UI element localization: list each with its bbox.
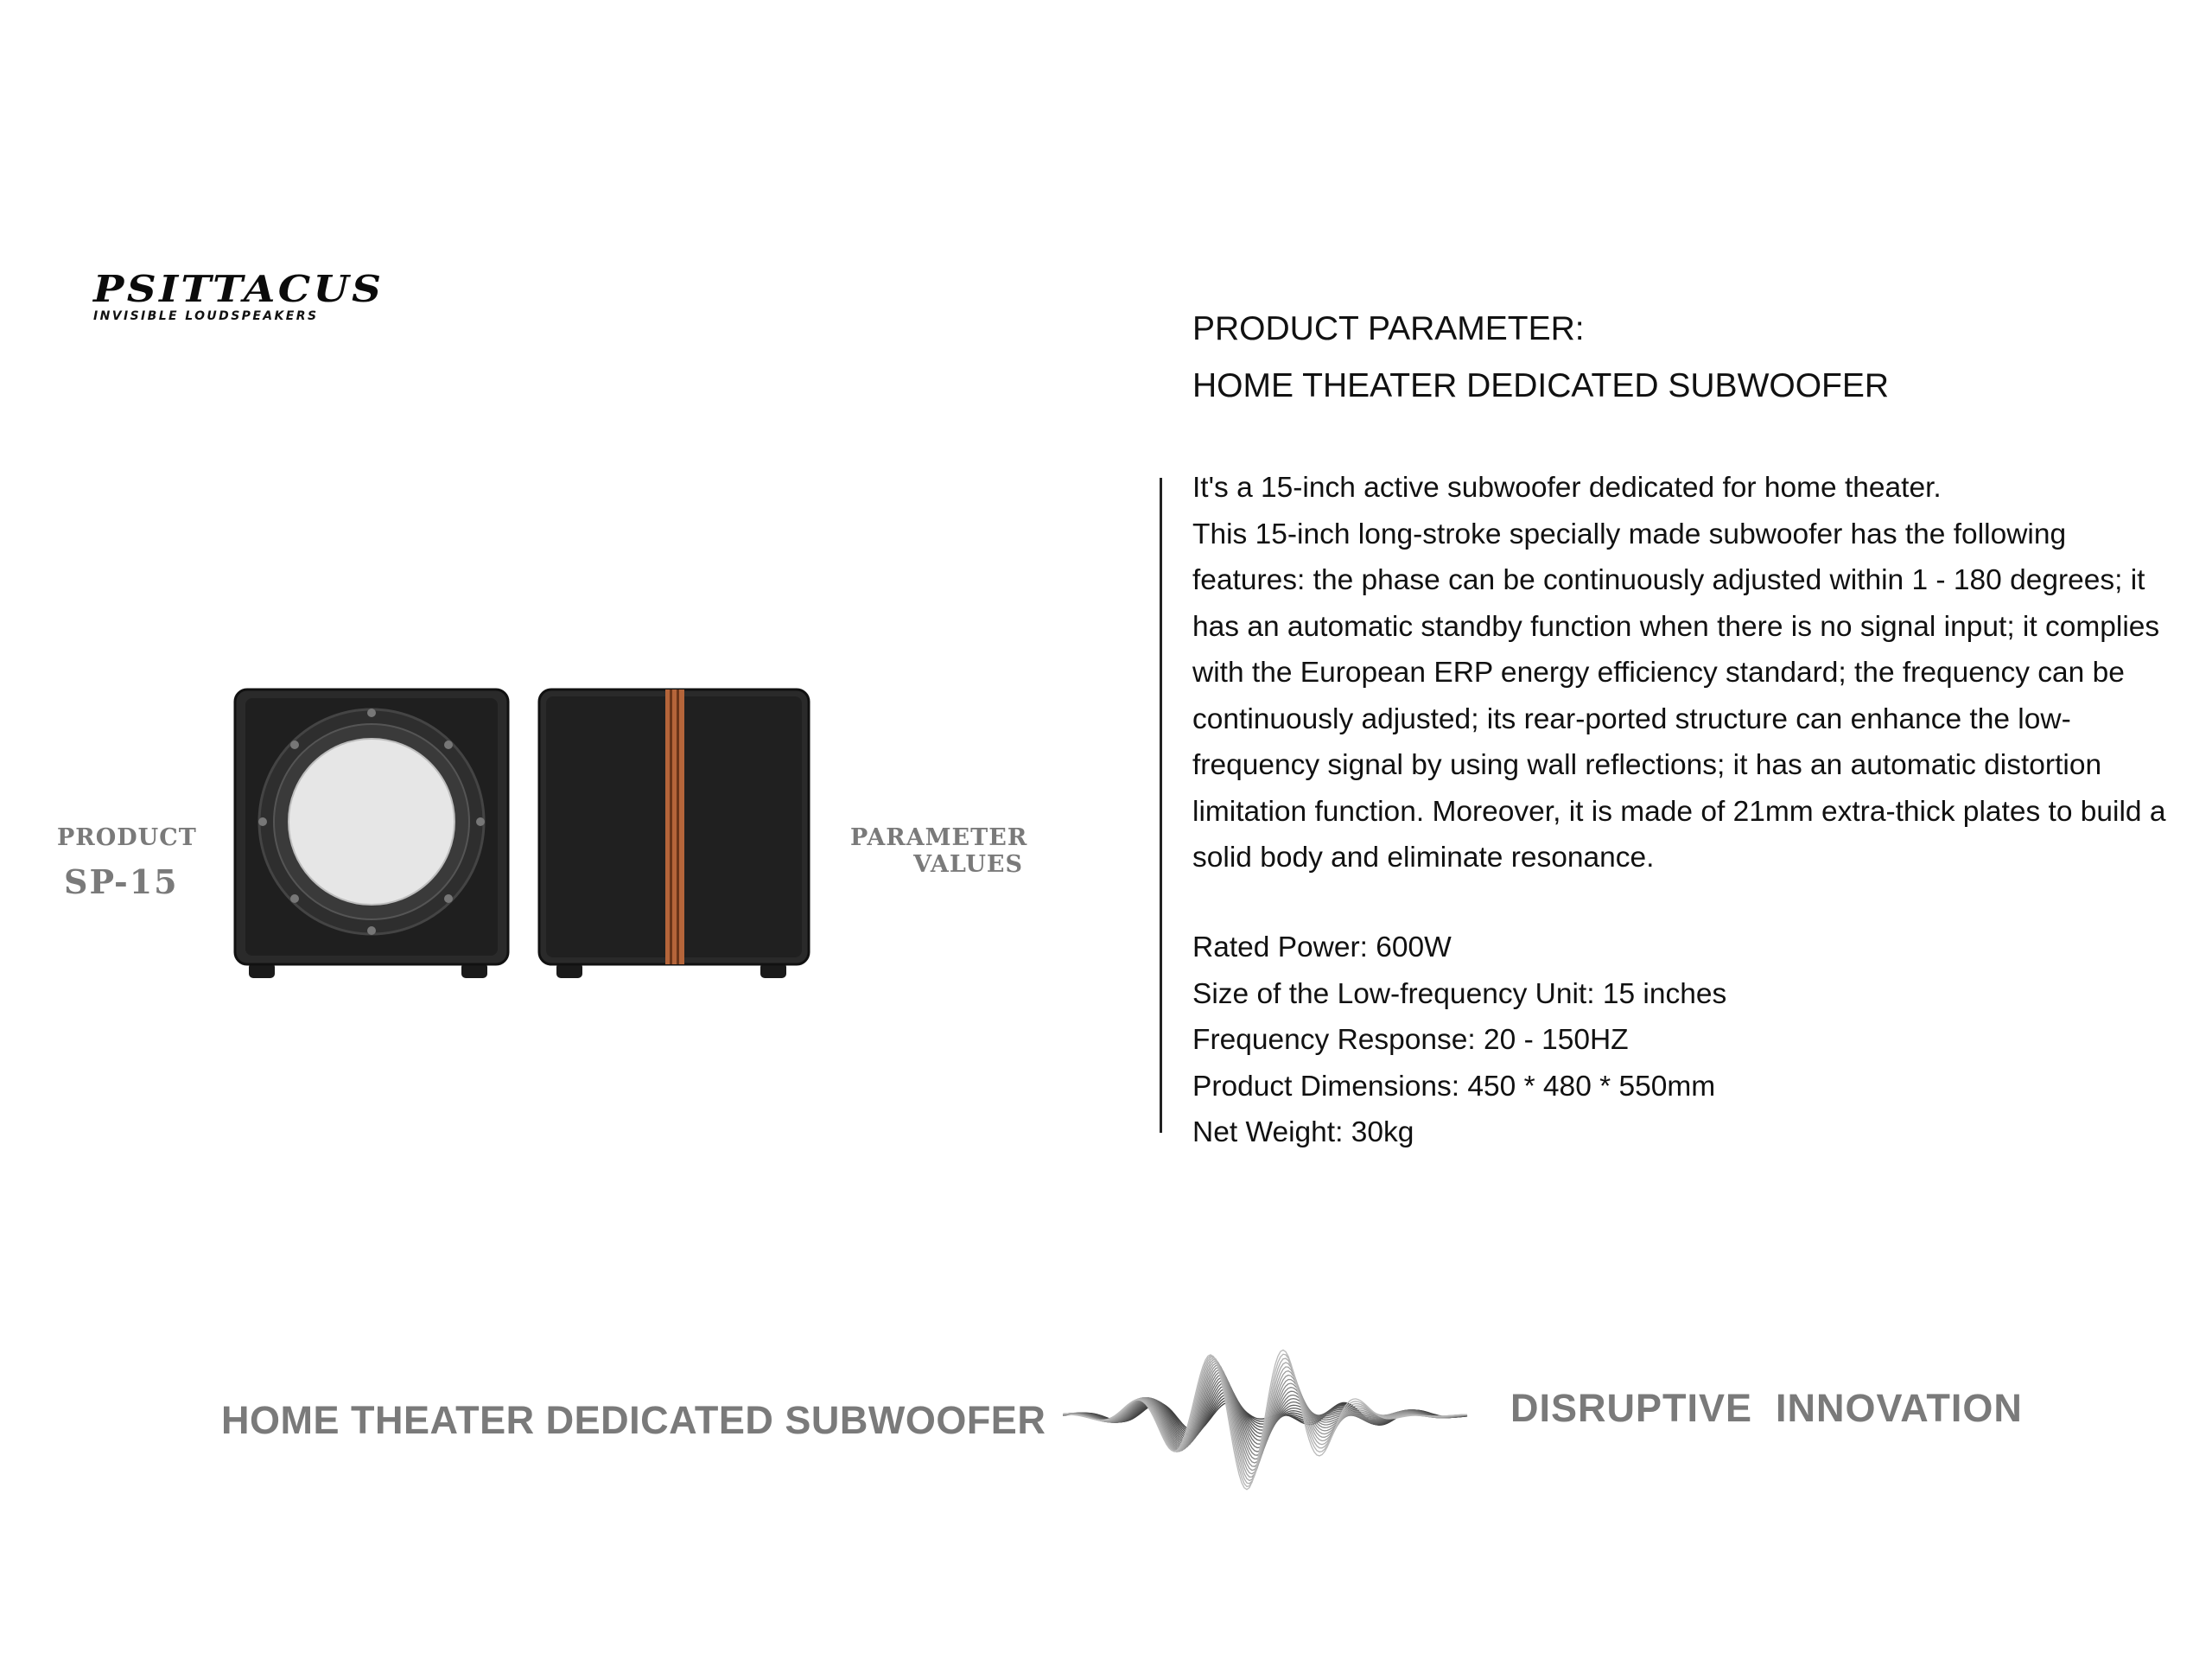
footer-right-text: DISRUPTIVE INNOVATION [1510, 1386, 2023, 1430]
speaker-front-view [235, 690, 508, 978]
spec-item: Net Weight: 30kg [1192, 1116, 1414, 1148]
divider-line [1160, 478, 1162, 1133]
brand-logo [93, 268, 387, 323]
spec-item: Frequency Response: 20 - 150HZ [1192, 1024, 1629, 1056]
spec-item: Rated Power: 600W [1192, 931, 1452, 963]
product-model: SP-15 [64, 862, 179, 901]
parameter-values-label [850, 824, 1028, 878]
speaker-illustration [233, 688, 812, 982]
product-description [1192, 465, 2186, 881]
product-label: PRODUCT [57, 824, 197, 851]
brand-name: PSITTACUS [93, 268, 385, 310]
description-line-1: It's a 15-inch active subwoofer dedicated for home theater. [1192, 472, 1942, 504]
page-title [1192, 301, 1889, 415]
description-line-2: This 15-inch long-stroke specially made subwoofer has the following features: the phase can be continuously adjusted within 1 - 180 degrees; it has an automatic standby function when there is no signal input; it complies with the European ERP energy efficiency standard; the frequency can be continuously adjusted; its rear-ported structure can enhance the low-frequency signal by using wall reflections; it has an automatic distortion limitation function. Moreover, it is made of 21mm extra-thick plates to build a solid body and eliminate resonance. [1192, 518, 2166, 874]
sound-wave-icon [1063, 1313, 1469, 1503]
spec-item: Product Dimensions: 450 * 480 * 550mm [1192, 1070, 1716, 1103]
heading-line-1: PRODUCT PARAMETER: [1192, 310, 1585, 347]
footer-left-text: HOME THEATER DEDICATED SUBWOOFER [221, 1398, 1046, 1442]
brand-tagline: INVISIBLE LOUDSPEAKERS [93, 309, 319, 323]
parameter-label-line1: PARAMETER [850, 824, 1028, 851]
parameter-label-line2: VALUES [913, 851, 1023, 878]
speaker-side-view [539, 690, 809, 978]
spec-item: Size of the Low-frequency Unit: 15 inches [1192, 977, 1727, 1010]
heading-line-2: HOME THEATER DEDICATED SUBWOOFER [1192, 367, 1890, 404]
spec-list [1192, 925, 2186, 1156]
